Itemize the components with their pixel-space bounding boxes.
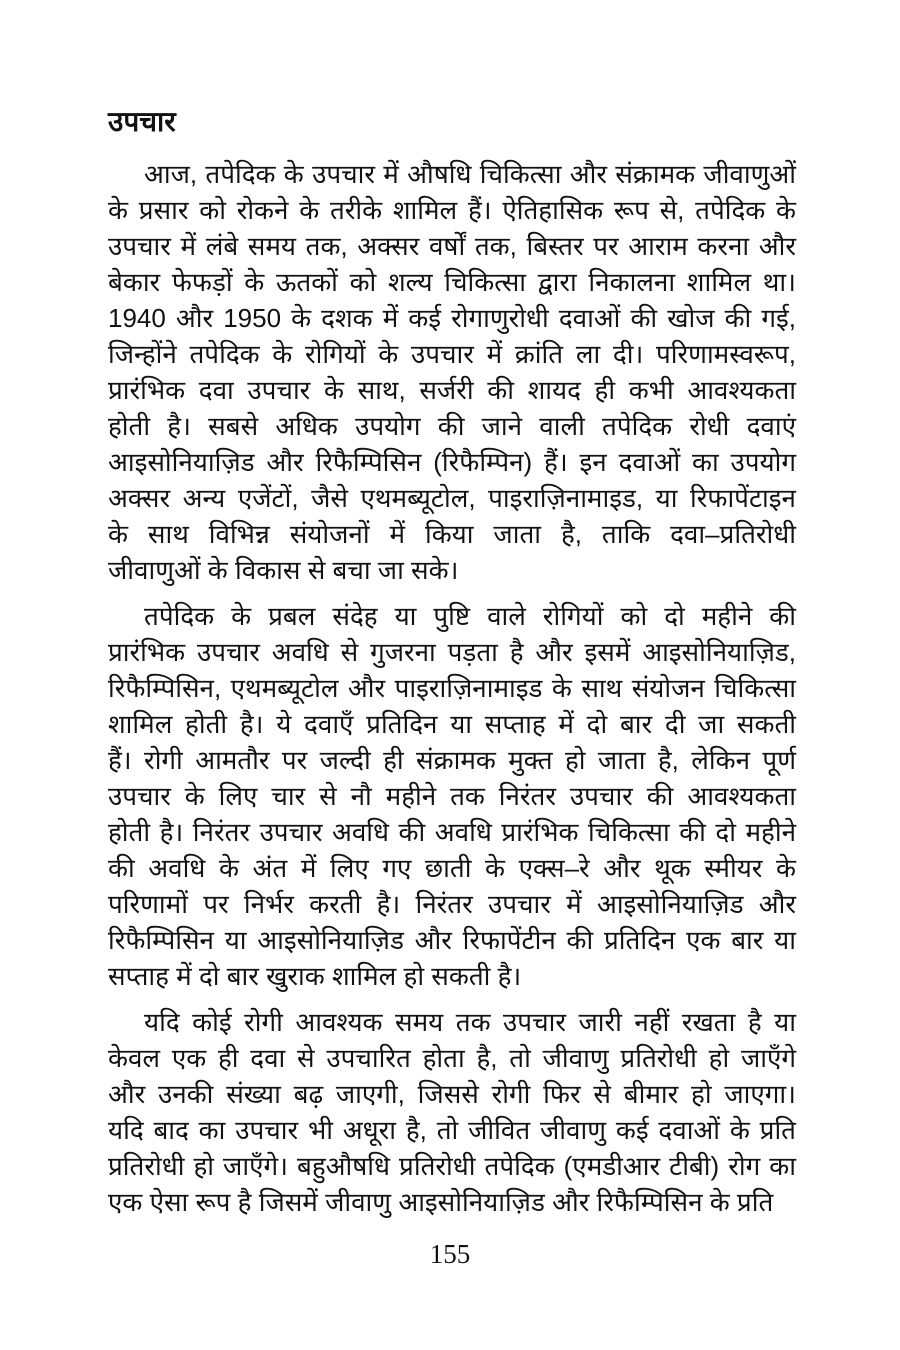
text-line: रिफैम्पिसिन या आइसोनियाज़िड और रिफापेंटीन की प्रतिदिन एक बार या bbox=[108, 925, 796, 955]
text-line: और उनकी संख्या बढ़ जाएगी, जिससे रोगी फिर से बीमार हो जाएगा। bbox=[108, 1079, 796, 1109]
text-line: यदि बाद का उपचार भी अधूरा है, तो जीवित जीवाणु कई दवाओं के प्रति bbox=[108, 1115, 796, 1145]
text-line: बेकार फेफड़ों के ऊतकों को शल्य चिकित्सा द्वारा निकालना शामिल था। bbox=[108, 267, 796, 297]
paragraph bbox=[108, 1004, 796, 1220]
text-line: होती है। निरंतर उपचार अवधि की अवधि प्रारंभिक चिकित्सा की दो महीने bbox=[108, 817, 796, 847]
text-line: उपचार के लिए चार से नौ महीने तक निरंतर उपचार की आवश्यकता bbox=[108, 781, 796, 811]
text-line: जीवाणुओं के विकास से बचा जा सके। bbox=[108, 555, 459, 585]
text-line: यदि कोई रोगी आवश्यक समय तक उपचार जारी नहीं रखता है या bbox=[144, 1007, 796, 1037]
text-line: एक ऐसा रूप है जिसमें जीवाणु आइसोनियाज़िड और रिफैम्पिसिन के प्रति bbox=[108, 1187, 774, 1217]
text-line: प्रारंभिक उपचार अवधि से गुजरना पड़ता है और इसमें आइसोनियाज़िड, bbox=[108, 637, 796, 667]
text-line: जिन्होंने तपेदिक के रोगियों के उपचार में क्रांति ला दी। परिणामस्वरूप, bbox=[108, 339, 796, 369]
page-content bbox=[108, 104, 796, 1220]
text-line: प्रतिरोधी हो जाएँगे। बहुऔषधि प्रतिरोधी तपेदिक (एमडीआर टीबी) रोग का bbox=[108, 1151, 796, 1181]
text-line: आइसोनियाज़िड और रिफैम्पिसिन (रिफैम्पिन) हैं। इन दवाओं का उपयोग bbox=[108, 447, 796, 477]
text-line: शामिल होती है। ये दवाएँ प्रतिदिन या सप्ताह में दो बार दी जा सकती bbox=[108, 709, 796, 739]
text-line: सप्ताह में दो बार खुराक शामिल हो सकती है। bbox=[108, 961, 522, 991]
text-line: हैं। रोगी आमतौर पर जल्दी ही संक्रामक मुक्त हो जाता है, लेकिन पूर्ण bbox=[108, 745, 796, 775]
text-line: होती है। सबसे अधिक उपयोग की जाने वाली तपेदिक रोधी दवाएं bbox=[108, 411, 796, 441]
body-text bbox=[108, 156, 796, 1220]
text-line: आज, तपेदिक के उपचार में औषधि चिकित्सा और संक्रामक जीवाणुओं bbox=[144, 159, 796, 189]
text-line: तपेदिक के प्रबल संदेह या पुष्टि वाले रोगियों को दो महीने की bbox=[144, 601, 796, 631]
text-line: प्रारंभिक दवा उपचार के साथ, सर्जरी की शायद ही कभी आवश्यकता bbox=[108, 375, 796, 405]
page-number: 155 bbox=[429, 1239, 471, 1269]
text-line: केवल एक ही दवा से उपचारित होता है, तो जीवाणु प्रतिरोधी हो जाएँगे bbox=[108, 1043, 796, 1073]
text-line: परिणामों पर निर्भर करती है। निरंतर उपचार में आइसोनियाज़िड और bbox=[108, 889, 796, 919]
text-line: उपचार में लंबे समय तक, अक्सर वर्षों तक, बिस्तर पर आराम करना और bbox=[108, 231, 796, 261]
text-line: अक्सर अन्य एजेंटों, जैसे एथमब्यूटोल, पाइराज़िनामाइड, या रिफापेंटाइन bbox=[108, 483, 796, 513]
paragraph bbox=[108, 156, 796, 588]
text-line: रिफैम्पिसिन, एथमब्यूटोल और पाइराज़िनामाइड के साथ संयोजन चिकित्सा bbox=[108, 673, 796, 703]
section-heading: उपचार bbox=[108, 106, 176, 137]
text-line: के साथ विभिन्न संयोजनों में किया जाता है, ताकि दवा–प्रतिरोधी bbox=[108, 519, 796, 549]
paragraph bbox=[108, 598, 796, 994]
text-line: की अवधि के अंत में लिए गए छाती के एक्स–रे और थूक स्मीयर के bbox=[108, 853, 796, 883]
text-line: के प्रसार को रोकने के तरीके शामिल हैं। ऐतिहासिक रूप से, तपेदिक के bbox=[108, 195, 796, 225]
text-line: 1940 और 1950 के दशक में कई रोगाणुरोधी दवाओं की खोज की गई, bbox=[108, 303, 796, 333]
